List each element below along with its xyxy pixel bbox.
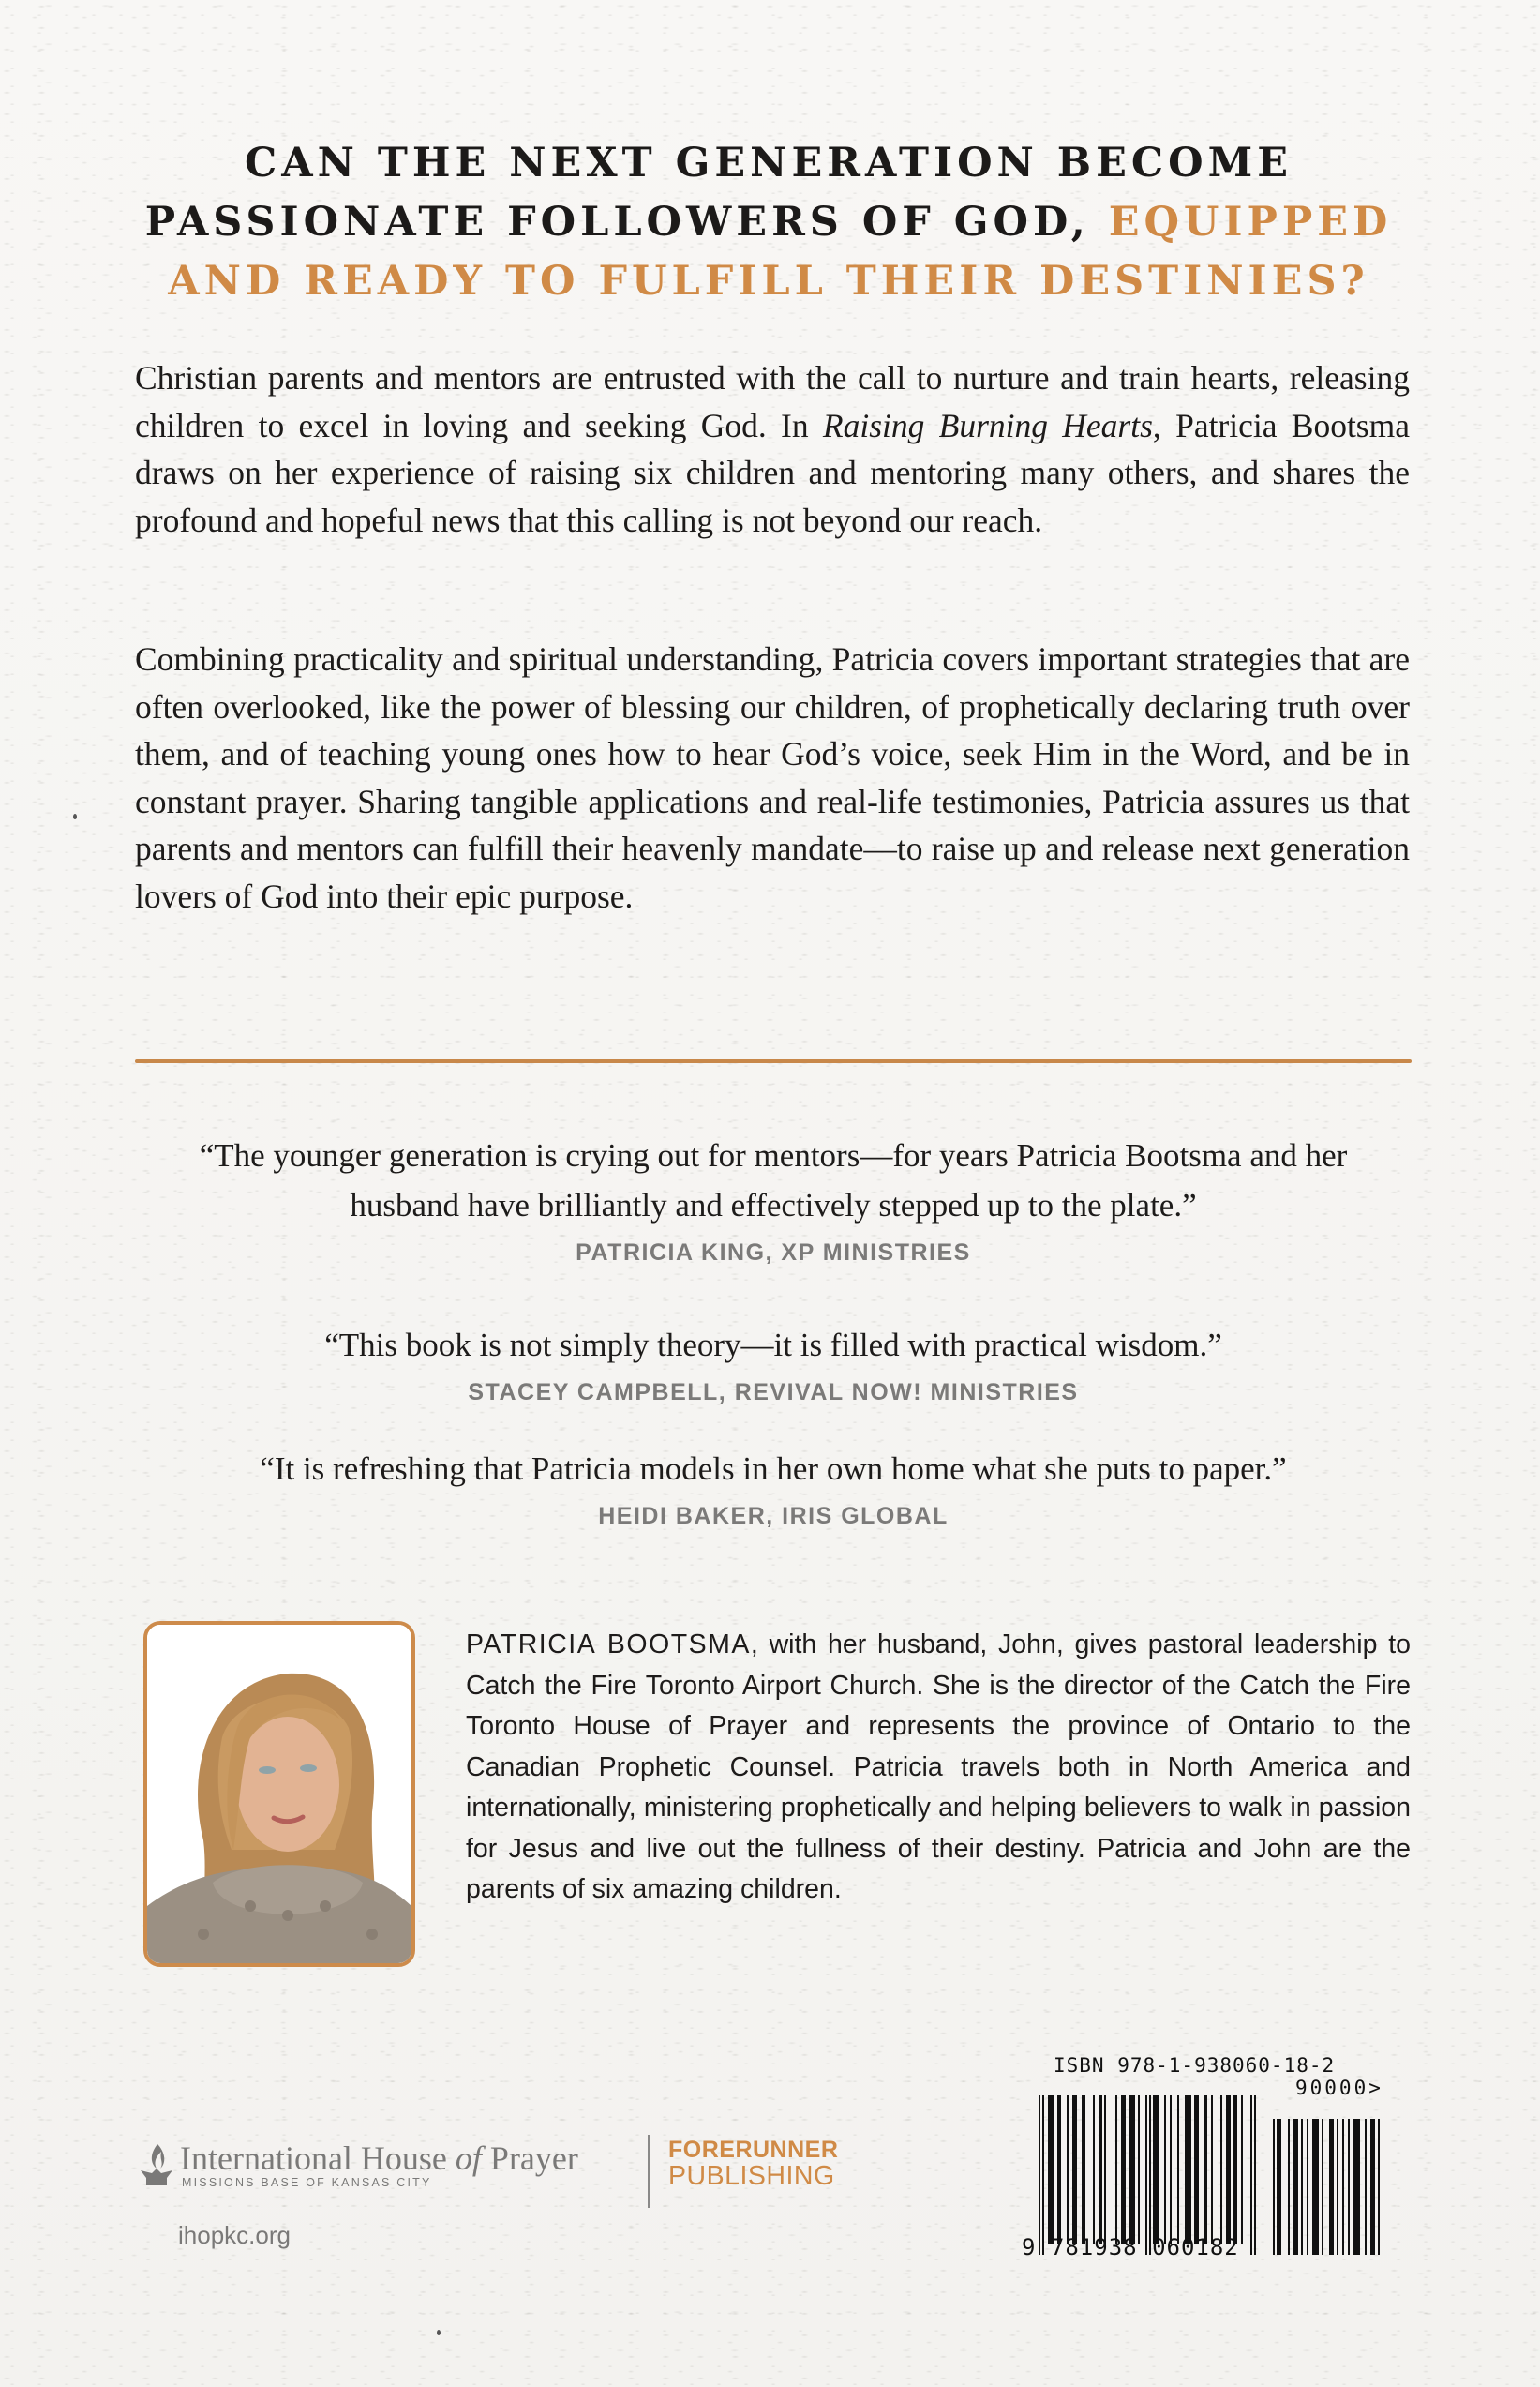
author-portrait-illustration bbox=[147, 1625, 411, 1963]
ihop-subtitle: MISSIONS BASE OF KANSAS CITY bbox=[182, 2176, 432, 2189]
price-addon-bars bbox=[1273, 2119, 1383, 2255]
endorsement-2 bbox=[135, 1320, 1412, 1406]
paragraph-text: Christian parents and mentors are entrusted with the call to nurture and train hearts, releasing children to excel in loving and seeking God. In bbox=[135, 359, 1410, 444]
imprint-line-2: PUBLISHING bbox=[668, 2161, 835, 2191]
book-title: Raising Burning Hearts bbox=[822, 406, 1153, 444]
endorsement-3 bbox=[135, 1444, 1412, 1530]
description-paragraph-2: Combining practicality and spiritual understanding, Patricia covers important strategies that are often overlooked, like the power of blessing our children, of prophetically declaring truth over them, and of teaching young ones how to hear God’s voice, seek Him in the Word, and be in constant prayer. Sharing tangible applications and real-life testimonies, Patricia assures us that parents and mentors can fulfill their heavenly mandate—to raise up and release next generation lovers of God into their epic purpose. bbox=[135, 640, 1410, 915]
ean-first-digit: 9 bbox=[1022, 2234, 1037, 2260]
author-photo bbox=[143, 1621, 415, 1967]
endorsement-attribution: PATRICIA KING, XP MINISTRIES bbox=[576, 1239, 971, 1266]
ihop-name bbox=[180, 2139, 578, 2178]
headline-accent: EQUIPPED AND READY TO FULFILL THEIR DESTINIES? bbox=[168, 199, 1393, 305]
endorsement-quote: “This book is not simply theory—it is filled with practical wisdom.” bbox=[324, 1327, 1222, 1363]
flame-altar-icon bbox=[139, 2142, 174, 2187]
section-divider bbox=[135, 1059, 1412, 1063]
imprint-line-1: FORERUNNER bbox=[668, 2137, 839, 2163]
ihop-name-part: International House bbox=[180, 2139, 456, 2177]
price-code: 90000> bbox=[1295, 2077, 1383, 2099]
isbn-barcode bbox=[1022, 2049, 1415, 2264]
paper-speck bbox=[73, 814, 77, 819]
ean-left-group: 781938 bbox=[1050, 2234, 1138, 2260]
author-bio bbox=[466, 1625, 1411, 1911]
description-paragraph-1 bbox=[135, 354, 1410, 544]
author-name: PATRICIA BOOTSMA bbox=[466, 1629, 751, 1659]
ihop-name-of: of bbox=[455, 2139, 482, 2177]
ean-right-group: 060182 bbox=[1152, 2234, 1239, 2260]
endorsement-attribution: HEIDI BAKER, IRIS GLOBAL bbox=[598, 1503, 949, 1529]
endorsement-1 bbox=[135, 1131, 1412, 1267]
headline bbox=[141, 134, 1397, 311]
author-bio-text: , with her husband, John, gives pastoral leadership to Catch the Fire Toronto Airport Church. She is the director of the Catch the Fire Toronto House of Prayer and represents the province of Ontario to the Canadian Prophetic Counsel. Patricia travels both in North America and internationally, ministering prophetically and helping believers to walk in passion for Jesus and live out the fullness of their destiny. Patricia and John are the parents of six amazing children. bbox=[466, 1629, 1411, 1904]
headline-black: CAN THE NEXT GENERATION BECOME PASSIONATE FOLLOWERS OF GOD, bbox=[144, 140, 1293, 246]
ihop-name-part: Prayer bbox=[481, 2139, 578, 2177]
logo-divider bbox=[648, 2135, 650, 2208]
endorsement-quote: “The younger generation is crying out for mentors—for years Patricia Bootsma and her husband have brilliantly and effectively stepped up to the plate.” bbox=[199, 1137, 1348, 1224]
isbn-label: ISBN 978-1-938060-18-2 bbox=[1054, 2054, 1336, 2077]
ean-digits bbox=[1022, 2234, 1239, 2260]
endorsement-quote: “It is refreshing that Patricia models in her own home what she puts to paper.” bbox=[260, 1450, 1287, 1487]
endorsement-attribution: STACEY CAMPBELL, REVIVAL NOW! MINISTRIES bbox=[468, 1379, 1079, 1405]
paper-speck bbox=[437, 2330, 441, 2335]
ean-barcode-bars bbox=[1039, 2095, 1260, 2255]
website-link[interactable]: ihopkc.org bbox=[178, 2221, 291, 2249]
paragraph-text: , Patricia Bootsma draws on her experience of raising six children and mentoring many others, and shares the profound and hopeful news that this calling is not beyond our reach. bbox=[135, 406, 1410, 539]
